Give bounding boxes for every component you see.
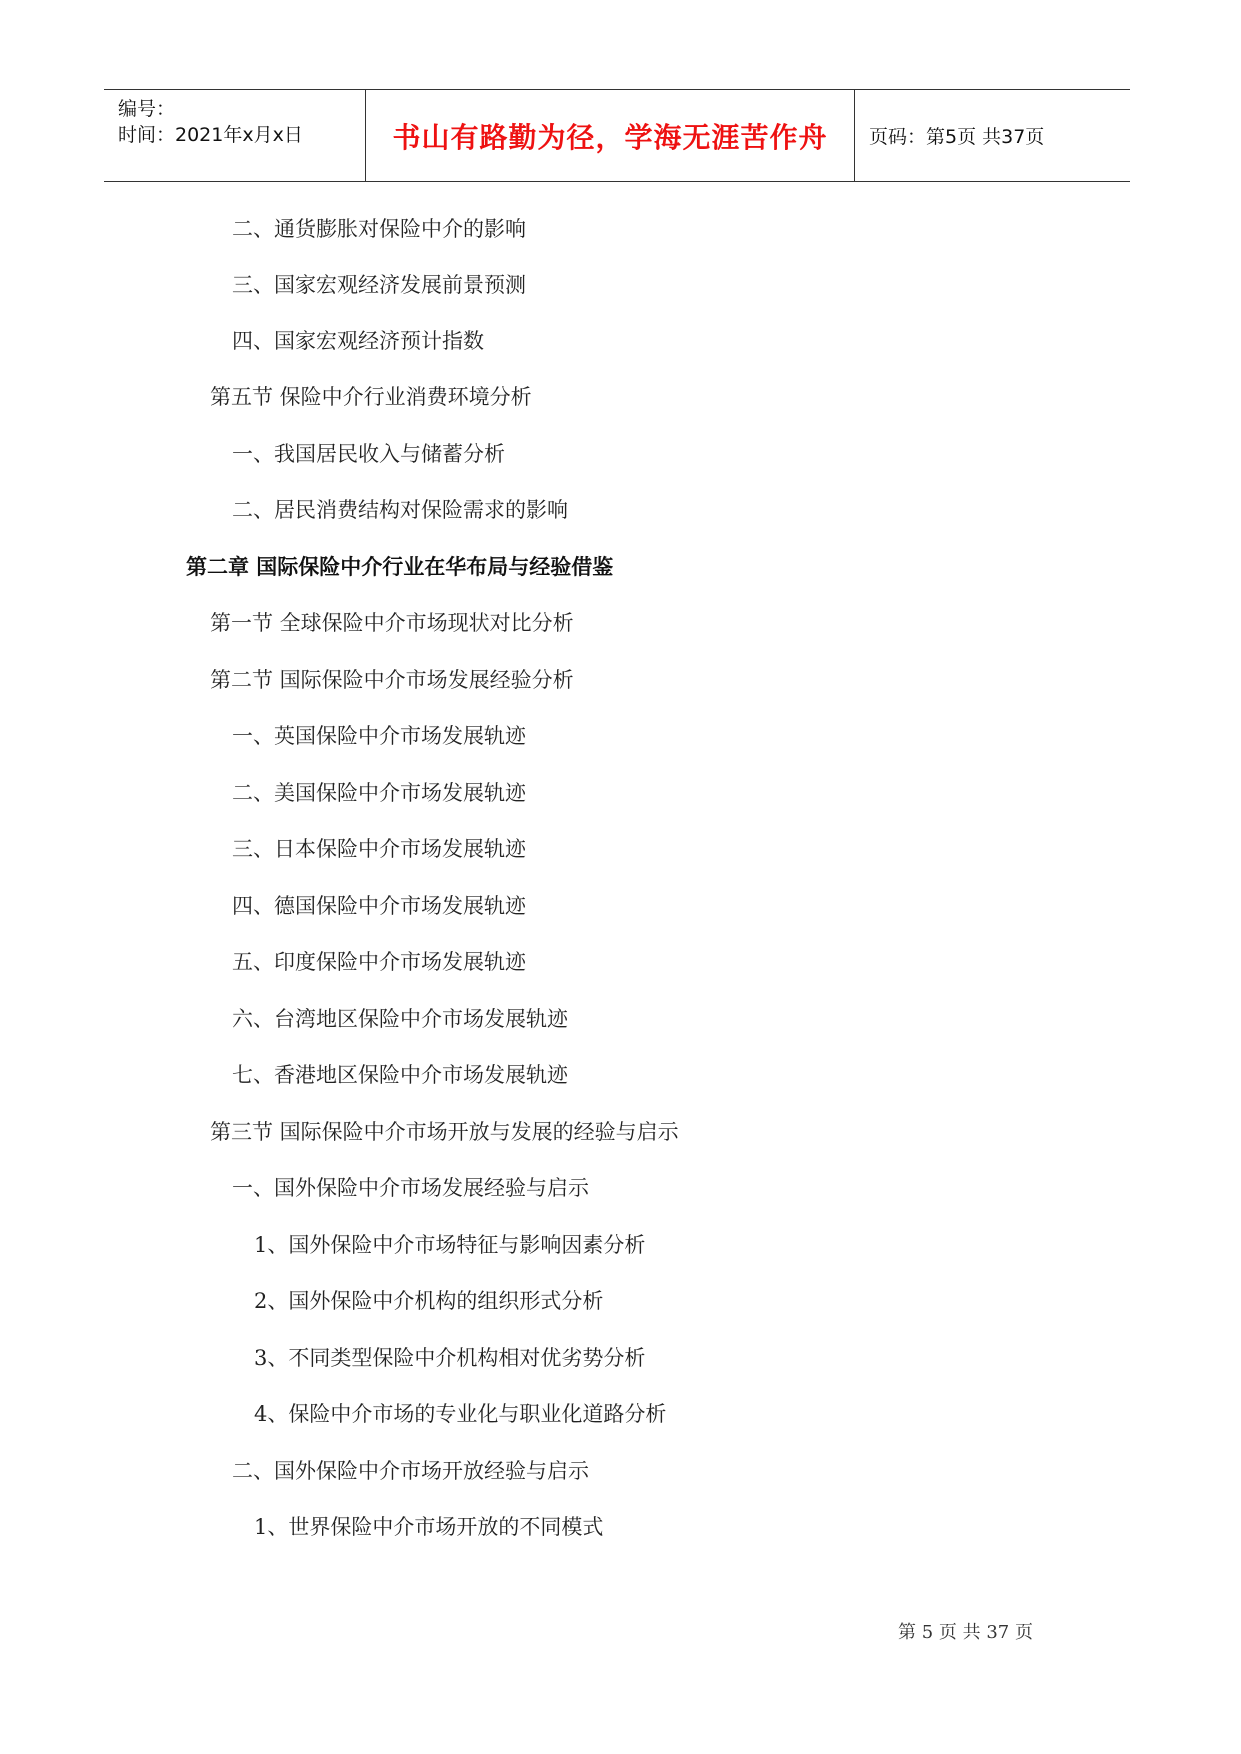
toc-subitem: 3、不同类型保险中介机构相对优劣势分析 [254,1346,646,1370]
toc-item: 一、英国保险中介市场发展轨迹 [232,724,526,748]
toc-section: 第五节 保险中介行业消费环境分析 [210,385,532,409]
toc-item: 二、国外保险中介市场开放经验与启示 [232,1459,589,1483]
toc-item: 一、国外保险中介市场发展经验与启示 [232,1176,589,1200]
time-label: 时间：2021年x月x日 [118,124,303,146]
toc-chapter: 第二章 国际保险中介行业在华布局与经验借鉴 [186,555,614,579]
header-meta [104,90,366,181]
serial-number-label: 编号： [118,98,176,120]
toc-item: 五、印度保险中介市场发展轨迹 [232,950,526,974]
toc-item: 二、美国保险中介市场发展轨迹 [232,781,526,805]
toc-subitem: 1、国外保险中介市场特征与影响因素分析 [254,1233,646,1257]
toc-item: 三、国家宏观经济发展前景预测 [232,273,526,297]
toc-item: 三、日本保险中介市场发展轨迹 [232,837,526,861]
toc-section: 第二节 国际保险中介市场发展经验分析 [210,668,574,692]
page-footer-number: 第 5 页 共 37 页 [898,1622,1033,1643]
toc-subitem: 1、世界保险中介市场开放的不同模式 [254,1515,604,1539]
toc-subitem: 2、国外保险中介机构的组织形式分析 [254,1289,604,1313]
toc-item: 二、通货膨胀对保险中介的影响 [232,217,526,241]
toc-item: 六、台湾地区保险中介市场发展轨迹 [232,1007,568,1031]
toc-item: 七、香港地区保险中介市场发展轨迹 [232,1063,568,1087]
page-header [104,89,1130,182]
header-motto: 书山有路勤为径，学海无涯苦作舟 [366,90,855,181]
toc-item: 一、我国居民收入与储蓄分析 [232,442,505,466]
toc-section: 第三节 国际保险中介市场开放与发展的经验与启示 [210,1120,679,1144]
header-page-code: 页码：第5页 共37页 [869,126,1045,148]
toc-item: 四、德国保险中介市场发展轨迹 [232,894,526,918]
toc-subitem: 4、保险中介市场的专业化与职业化道路分析 [254,1402,667,1426]
toc-section: 第一节 全球保险中介市场现状对比分析 [210,611,574,635]
toc-item: 四、国家宏观经济预计指数 [232,329,484,353]
toc-item: 二、居民消费结构对保险需求的影响 [232,498,568,522]
